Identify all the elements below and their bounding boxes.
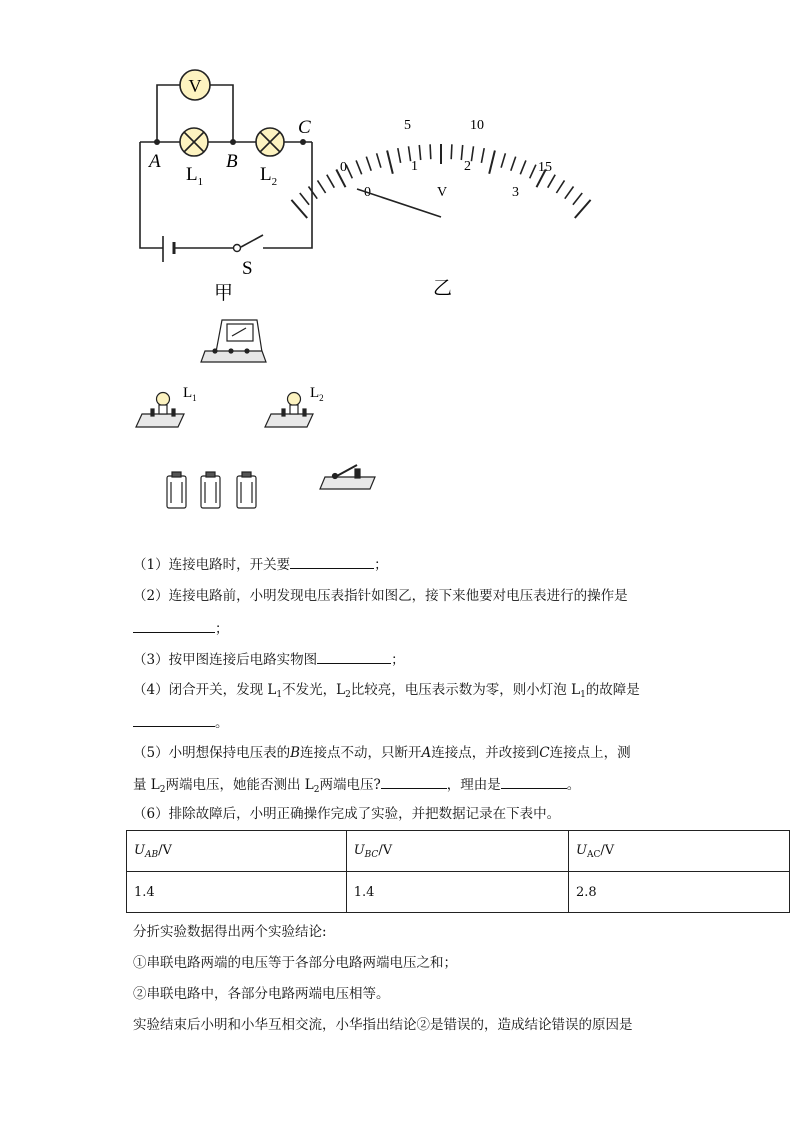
dial-tick: [548, 175, 556, 188]
lamp-l2-label: $L_2$: [260, 164, 278, 188]
dial-unit-label: V: [437, 185, 448, 200]
table-header-uac: $U_{AC}/V$: [569, 831, 790, 872]
question-2-line2: [133, 618, 229, 639]
dial-tick: [356, 160, 362, 174]
voltmeter-dial-ticks: [291, 144, 590, 218]
table-cell-ubc: 1.4: [346, 872, 568, 913]
q5-var-a: A: [421, 745, 432, 761]
lamp-l1-symbol: [180, 128, 208, 156]
conclusion-2: ②串联电路中，各部分电路两端电压相等。: [133, 986, 390, 1002]
q5-answer-blank-2[interactable]: [501, 774, 567, 789]
q5-line2-end: 。: [566, 777, 581, 793]
table-cell-uab: 1.4: [127, 872, 347, 913]
table-row: [127, 872, 790, 913]
dial-tick: [471, 146, 473, 161]
dial-top-label-0: 0: [340, 160, 347, 175]
dial-tick: [575, 200, 591, 218]
dial-bottom-label-3: 3: [512, 185, 519, 200]
dial-tick: [318, 180, 326, 193]
apparatus-l2-label: $L_2$: [310, 385, 324, 403]
apparatus-l1-label: $L_1$: [183, 385, 197, 403]
dial-tick: [327, 175, 335, 188]
dial-tick: [489, 151, 495, 174]
data-table: [126, 830, 790, 913]
apparatus-lamp-l2: [265, 393, 313, 428]
dial-pointer: [357, 189, 441, 217]
dial-tick: [451, 144, 452, 159]
question-3: [133, 649, 405, 670]
q1-end: ；: [374, 557, 388, 573]
q2-answer-blank[interactable]: [133, 618, 215, 633]
q5-line2-sub1: 2: [159, 785, 166, 795]
q5-line2-sub2: 2: [313, 785, 320, 795]
question-6: [133, 804, 560, 824]
apparatus-batteries: [167, 472, 256, 508]
dial-tick: [309, 187, 318, 199]
dial-tick: [481, 148, 484, 163]
dial-tick: [511, 157, 516, 171]
node-a-dot: [154, 139, 160, 145]
question-4: [133, 680, 640, 705]
q5-text-e: 连接点，并改接到: [431, 745, 540, 761]
table-header-uab: $U_{AB}/V$: [127, 831, 347, 872]
q5-var-c: C: [539, 745, 550, 761]
dial-tick: [501, 153, 505, 167]
apparatus-knife-switch: [320, 465, 375, 489]
dial-tick: [300, 193, 309, 205]
dial-tick: [387, 151, 393, 174]
dial-top-label-5: 5: [404, 118, 411, 133]
q4-sub-3: 1: [580, 690, 586, 700]
apparatus-lamp-l1: [136, 393, 184, 428]
dial-top-label-10: 10: [470, 118, 484, 133]
dial-bottom-label-2: 2: [464, 159, 471, 174]
q5-answer-blank-1[interactable]: [381, 774, 447, 789]
question-1: [133, 554, 388, 575]
q3-answer-blank[interactable]: [317, 649, 391, 664]
q2-text: （2）连接电路前，小明发现电压表指针如图乙，接下来他要对电压表进行的操作是: [133, 588, 628, 604]
dial-tick: [520, 160, 526, 174]
q4-text-a: （4）闭合开关，发现 L: [133, 682, 277, 698]
q5-var-b: B: [290, 745, 301, 761]
dial-tick: [430, 144, 431, 159]
q5-line2-c: 两端电压?: [319, 777, 381, 793]
question-5: [133, 743, 631, 763]
dial-tick: [366, 157, 371, 171]
lamp-l2-symbol: [256, 128, 284, 156]
q3-text: （3）按甲图连接后电路实物图: [133, 652, 318, 668]
dial-top-label-15: 15: [538, 160, 552, 175]
q4-end: 。: [215, 715, 229, 731]
node-b-dot: [230, 139, 236, 145]
q3-end: ；: [391, 652, 405, 668]
table-header-ubc: $U_{BC}/V$: [346, 831, 568, 872]
conclusion-1: ①串联电路两端的电压等于各部分电路两端电压之和；: [133, 955, 457, 971]
q5-text-a: （5）小明想保持电压表的: [133, 745, 291, 761]
table-header-row: [127, 831, 790, 872]
q5-text-g: 连接点上，测: [549, 745, 631, 761]
question-5-line2: [133, 774, 580, 800]
q4-sub-1: 1: [276, 690, 283, 700]
dial-tick: [419, 145, 420, 160]
switch-contact: [234, 245, 241, 252]
dial-tick: [461, 145, 462, 160]
switch-label: S: [242, 258, 253, 279]
q1-text: （1）连接电路时，开关要: [133, 557, 291, 573]
table-cell-uac: 2.8: [569, 872, 790, 913]
dial-tick: [346, 165, 352, 179]
node-a-label: A: [149, 151, 161, 172]
dial-tick: [556, 180, 564, 193]
figure-yi-caption: 乙: [433, 277, 453, 299]
q5-line2-d: ，理由是: [446, 777, 501, 793]
dial-tick: [377, 153, 381, 167]
q4-text-b: 不发光，L: [282, 682, 346, 698]
apparatus-voltmeter: [201, 320, 266, 362]
q4-answer-blank[interactable]: [133, 712, 215, 727]
analysis-intro: 分折实验数据得出两个实验结论:: [133, 924, 327, 940]
dial-tick: [398, 148, 401, 163]
q5-line2-a: 量 L: [133, 777, 160, 793]
figures-svg: [0, 0, 794, 540]
q6-text: （6）排除故障后，小明正确操作完成了实验，并把数据记录在下表中。: [133, 806, 561, 822]
dial-bottom-label-1: 1: [411, 159, 418, 174]
figure-jia-caption: 甲: [214, 282, 234, 304]
q4-text-d: 的故障是: [585, 682, 640, 698]
node-c-label: C: [298, 117, 311, 138]
voltmeter-v-label: V: [188, 76, 202, 96]
question-2: [133, 586, 628, 606]
dial-tick: [291, 200, 307, 218]
dial-tick: [530, 165, 536, 179]
dial-tick: [573, 193, 582, 205]
q4-sub-2: 2: [345, 690, 351, 700]
q5-line2-b: 两端电压，她能否测出 L: [165, 777, 314, 793]
analysis-end: 实验结束后小明和小华互相交流，小华指出结论②是错误的，造成结论错误的原因是: [133, 1017, 633, 1033]
q4-text-c: 比较亮，电压表示数为零，则小灯泡 L: [350, 682, 581, 698]
lamp-l1-label: $L_1$: [186, 164, 204, 188]
dial-tick: [565, 187, 574, 199]
node-c-dot: [300, 139, 306, 145]
q2-end: ；: [215, 621, 229, 637]
q5-text-c: 连接点不动，只断开: [300, 745, 422, 761]
q1-answer-blank[interactable]: [290, 554, 374, 569]
node-b-label: B: [226, 151, 238, 172]
question-4-line2: [133, 712, 229, 733]
